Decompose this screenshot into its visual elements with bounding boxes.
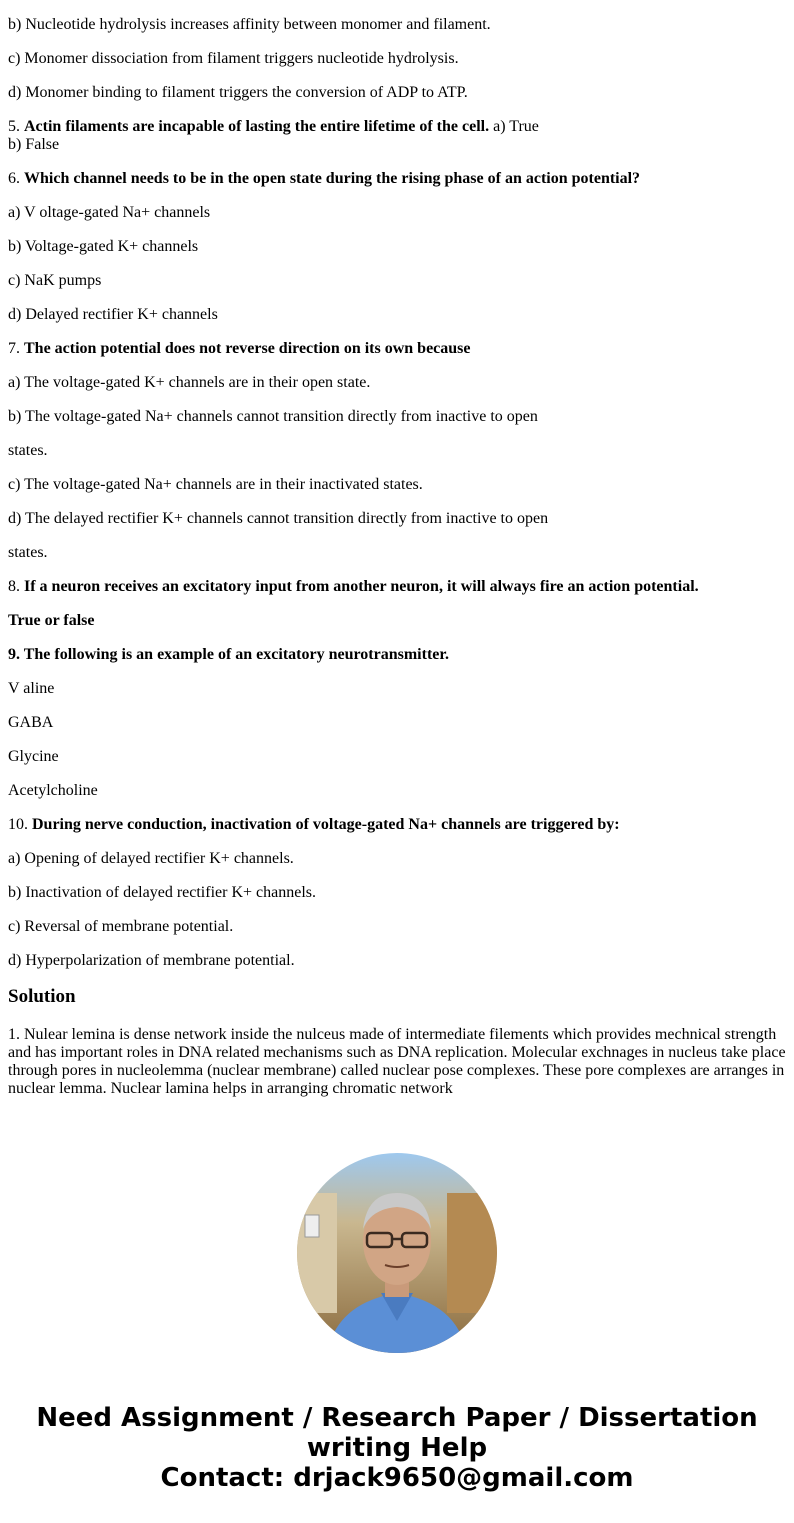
q9-option-1: V aline bbox=[8, 680, 55, 697]
person-photo-icon bbox=[297, 1153, 497, 1353]
question-9 bbox=[8, 646, 786, 664]
q5-option-b: b) False bbox=[8, 136, 60, 153]
footer-banner bbox=[0, 1403, 794, 1493]
q8-number: 8. bbox=[8, 578, 20, 595]
q9-option-4: Acetylcholine bbox=[8, 782, 98, 799]
footer-line-2: writing Help bbox=[306, 1433, 488, 1463]
q7-option-c: c) The voltage-gated Na+ channels are in their inactivated states. bbox=[8, 476, 423, 493]
q10-number: 10. bbox=[8, 816, 28, 833]
solution-text: 1. Nulear lemina is dense network inside the nulceus made of intermediate filements which provides mechnical strength and has important roles in DNA related mechanisms such as DNA replication. Molecular exchnages in nucleus take place through pores in nucleolemma (nuclear membrane) called nuclear pose complexes. These pore complexes are arranges in nuclear lemma. Nuclear lamina helps in arranging chromatic network bbox=[8, 1026, 786, 1097]
q7-option-a: a) The voltage-gated K+ channels are in their open state. bbox=[8, 374, 371, 391]
q6-text: Which channel needs to be in the open state during the rising phase of an action potential? bbox=[24, 170, 641, 187]
footer-contact[interactable]: Contact: drjack9650@gmail.com bbox=[160, 1463, 634, 1493]
question-8 bbox=[8, 578, 786, 596]
question-content bbox=[8, 0, 786, 1114]
q7-option-d-cont: states. bbox=[8, 544, 48, 561]
q7-option-b-cont: states. bbox=[8, 442, 48, 459]
q10-option-a: a) Opening of delayed rectifier K+ channels. bbox=[8, 850, 294, 867]
q7-text: The action potential does not reverse direction on its own because bbox=[24, 340, 471, 357]
q4-option-b: b) Nucleotide hydrolysis increases affinity between monomer and filament. bbox=[8, 16, 491, 33]
q10-option-c: c) Reversal of membrane potential. bbox=[8, 918, 234, 935]
q9-option-2: GABA bbox=[8, 714, 54, 731]
q6-number: 6. bbox=[8, 170, 20, 187]
question-6 bbox=[8, 170, 786, 188]
q6-option-c: c) NaK pumps bbox=[8, 272, 102, 289]
q4-option-d: d) Monomer binding to filament triggers the conversion of ADP to ATP. bbox=[8, 84, 468, 101]
solution-heading: Solution bbox=[8, 986, 76, 1007]
question-10 bbox=[8, 816, 786, 834]
q7-option-b: b) The voltage-gated Na+ channels cannot transition directly from inactive to open bbox=[8, 408, 538, 425]
q6-option-a: a) V oltage-gated Na+ channels bbox=[8, 204, 211, 221]
q10-text: During nerve conduction, inactivation of voltage-gated Na+ channels are triggered by: bbox=[32, 816, 620, 833]
footer-line-1: Need Assignment / Research Paper / Dissertation bbox=[36, 1403, 758, 1433]
author-avatar bbox=[297, 1153, 497, 1353]
q9-text: 9. The following is an example of an excitatory neurotransmitter. bbox=[8, 646, 450, 663]
q8-text: If a neuron receives an excitatory input from another neuron, it will always fire an action potential. bbox=[24, 578, 699, 595]
q9-option-3: Glycine bbox=[8, 748, 59, 765]
q8-answer-prompt: True or false bbox=[8, 612, 95, 629]
q4-option-c: c) Monomer dissociation from filament triggers nucleotide hydrolysis. bbox=[8, 50, 459, 67]
q10-option-b: b) Inactivation of delayed rectifier K+ channels. bbox=[8, 884, 316, 901]
q10-option-d: d) Hyperpolarization of membrane potential. bbox=[8, 952, 295, 969]
q6-option-b: b) Voltage-gated K+ channels bbox=[8, 238, 199, 255]
q5-option-a: a) True bbox=[493, 118, 539, 135]
q5-text: Actin filaments are incapable of lasting the entire lifetime of the cell. bbox=[24, 118, 490, 135]
question-7 bbox=[8, 340, 786, 358]
question-5 bbox=[8, 118, 786, 154]
q7-option-d: d) The delayed rectifier K+ channels cannot transition directly from inactive to open bbox=[8, 510, 549, 527]
q5-number: 5. bbox=[8, 118, 20, 135]
q7-number: 7. bbox=[8, 340, 20, 357]
q6-option-d: d) Delayed rectifier K+ channels bbox=[8, 306, 218, 323]
